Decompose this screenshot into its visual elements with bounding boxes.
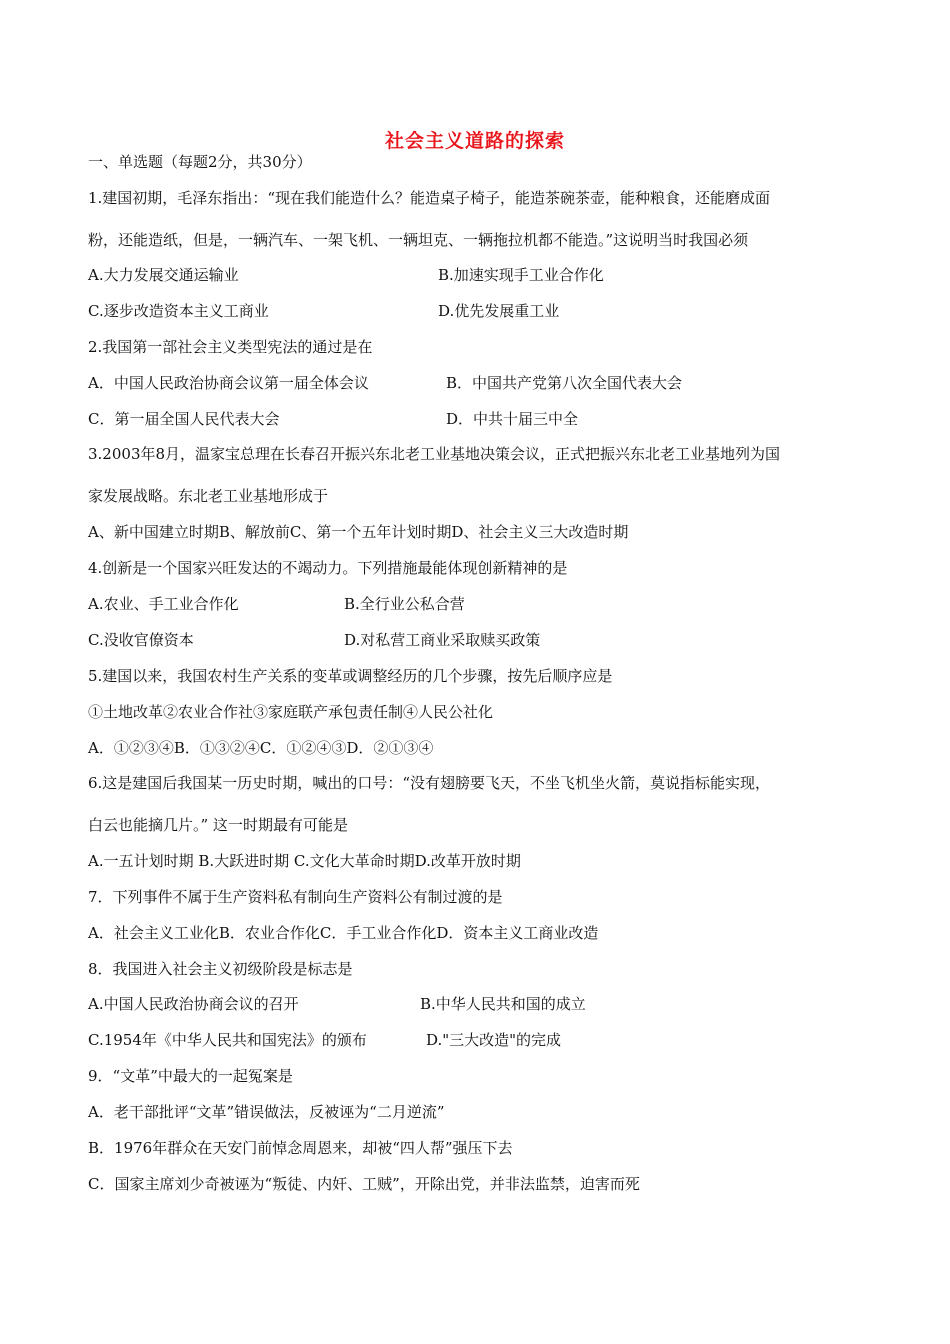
- q1-option-c: C.逐步改造资本主义工商业: [88, 302, 269, 320]
- q4-stem: 4.创新是一个国家兴旺发达的不竭动力。下列措施最能体现创新精神的是: [88, 559, 568, 577]
- q5-stem: 5.建国以来，我国农村生产关系的变革或调整经历的几个步骤，按先后顺序应是: [88, 667, 613, 685]
- q3-stem-line1: 3.2003年8月，温家宝总理在长春召开振兴东北老工业基地决策会议，正式把振兴东北老工业基地列为国: [88, 445, 781, 463]
- q3-options: A、新中国建立时期B、解放前C、第一个五年计划时期D、社会主义三大改造时期: [88, 523, 629, 541]
- q3-stem-line2: 家发展战略。东北老工业基地形成于: [88, 487, 329, 505]
- q4-option-c: C.没收官僚资本: [88, 631, 194, 649]
- q1-stem-line2: 粉，还能造纸，但是，一辆汽车、一架飞机、一辆坦克、一辆拖拉机都不能造。”这说明当时我国必须: [88, 231, 749, 249]
- q8-option-d: D."三大改造"的完成: [426, 1031, 562, 1049]
- q8-option-b: B.中华人民共和国的成立: [420, 995, 586, 1013]
- q6-stem-line1: 6.这是建国后我国某一历史时期，喊出的口号：“没有翅膀要飞天，不坐飞机坐火箭，莫说指标能实现，: [88, 774, 770, 792]
- q2-option-a: A．中国人民政治协商会议第一届全体会议: [88, 374, 369, 392]
- q2-option-b: B．中国共产党第八次全国代表大会: [446, 374, 683, 392]
- q9-option-b: B．1976年群众在天安门前悼念周恩来，却被“四人帮”强压下去: [88, 1139, 513, 1157]
- q7-stem: 7．下列事件不属于生产资料私有制向生产资料公有制过渡的是: [88, 888, 503, 906]
- q8-option-a: A.中国人民政治协商会议的召开: [88, 995, 299, 1013]
- q1-option-d: D.优先发展重工业: [438, 302, 560, 320]
- q5-items: ①土地改革②农业合作社③家庭联产承包责任制④人民公社化: [88, 703, 494, 721]
- q4-option-d: D.对私营工商业采取赎买政策: [344, 631, 541, 649]
- q9-option-c: C．国家主席刘少奇被诬为“叛徒、内奸、工贼”，开除出党，并非法监禁，迫害而死: [88, 1175, 640, 1193]
- q7-options: A．社会主义工业化B．农业合作化C．手工业合作化D．资本主义工商业改造: [88, 924, 599, 942]
- q9-stem: 9．“文革”中最大的一起冤案是: [88, 1067, 293, 1085]
- q1-option-a: A.大力发展交通运输业: [88, 266, 239, 284]
- q5-options: A．①②③④B．①③②④C．①②④③D．②①③④: [88, 739, 434, 757]
- q2-option-d: D．中共十届三中全: [446, 410, 579, 428]
- q8-option-c: C.1954年《中华人民共和国宪法》的颁布: [88, 1031, 367, 1049]
- q4-option-a: A.农业、手工业合作化: [88, 595, 239, 613]
- q1-option-b: B.加速实现手工业合作化: [438, 266, 604, 284]
- q8-stem: 8．我国进入社会主义初级阶段是标志是: [88, 960, 353, 978]
- q6-stem-line2: 白云也能摘几片。” 这一时期最有可能是: [88, 816, 348, 834]
- q4-option-b: B.全行业公私合营: [344, 595, 465, 613]
- q6-options: A.一五计划时期 B.大跃进时期 C.文化大革命时期D.改革开放时期: [88, 852, 521, 870]
- q2-option-c: C．第一届全国人民代表大会: [88, 410, 280, 428]
- q9-option-a: A．老干部批评“文革”错误做法，反被诬为“二月逆流”: [88, 1103, 445, 1121]
- page-title: 社会主义道路的探索: [384, 130, 565, 152]
- q1-stem-line1: 1.建国初期，毛泽东指出：“现在我们能造什么？能造桌子椅子，能造茶碗茶壶，能种粮食，还能磨成面: [88, 189, 770, 207]
- q2-stem: 2.我国第一部社会主义类型宪法的通过是在: [88, 338, 373, 356]
- section-heading: 一、单选题（每题2分，共30分）: [88, 153, 312, 171]
